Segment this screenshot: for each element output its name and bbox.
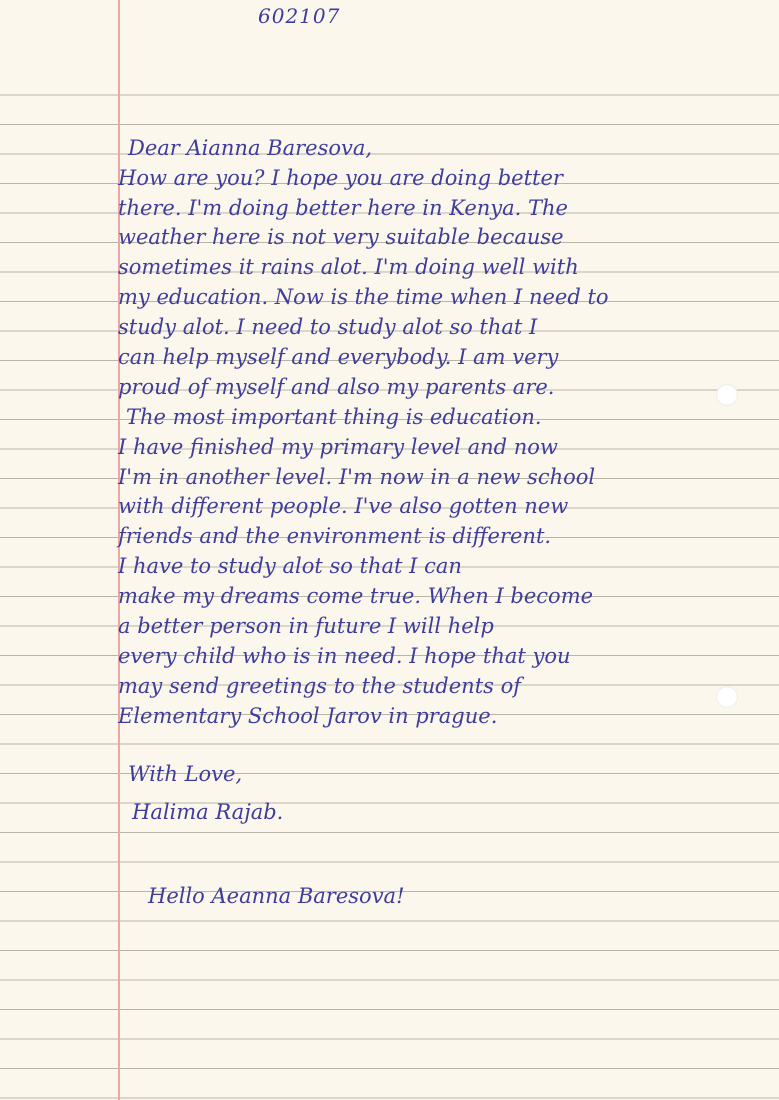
letter-line: there. I'm doing better here in Kenya. The: [118, 196, 568, 220]
letter-line: weather here is not very suitable because: [118, 225, 564, 249]
letter-line: How are you? I hope you are doing better: [118, 166, 563, 190]
letter-postscript: Hello Aeanna Baresova!: [148, 884, 405, 908]
letter-line: a better person in future I will help: [118, 614, 494, 638]
punch-hole: [716, 686, 738, 708]
letter-line: proud of myself and also my parents are.: [118, 375, 555, 399]
letter-line: sometimes it rains alot. I'm doing well with: [118, 255, 579, 279]
letter-line: I'm in another level. I'm now in a new school: [118, 465, 596, 489]
letter-signature: Halima Rajab.: [132, 800, 284, 824]
letter-line: study alot. I need to study alot so that I: [118, 315, 538, 339]
letter-line: my education. Now is the time when I need to: [118, 285, 609, 309]
letter-closing: With Love,: [128, 762, 243, 786]
letter-line: I have to study alot so that I can: [118, 554, 462, 578]
letter-line: may send greetings to the students of: [118, 674, 521, 698]
letter-line: I have finished my primary level and now: [118, 435, 558, 459]
letter-line: every child who is in need. I hope that you: [118, 644, 571, 668]
letter-line: Elementary School Jarov in prague.: [118, 704, 498, 728]
letter-line: can help myself and everybody. I am very: [118, 345, 559, 369]
punch-hole: [716, 384, 738, 406]
letter-line: The most important thing is education.: [126, 405, 542, 429]
letter-line: friends and the environment is different.: [118, 524, 552, 548]
letter-line: with different people. I've also gotten new: [118, 494, 569, 518]
letter-greeting: Dear Aianna Baresova,: [128, 136, 373, 160]
letter-line: make my dreams come true. When I become: [118, 584, 594, 608]
reference-number: 602107: [258, 4, 341, 28]
top-margin: [0, 0, 779, 66]
margin-rule: [118, 0, 120, 1100]
